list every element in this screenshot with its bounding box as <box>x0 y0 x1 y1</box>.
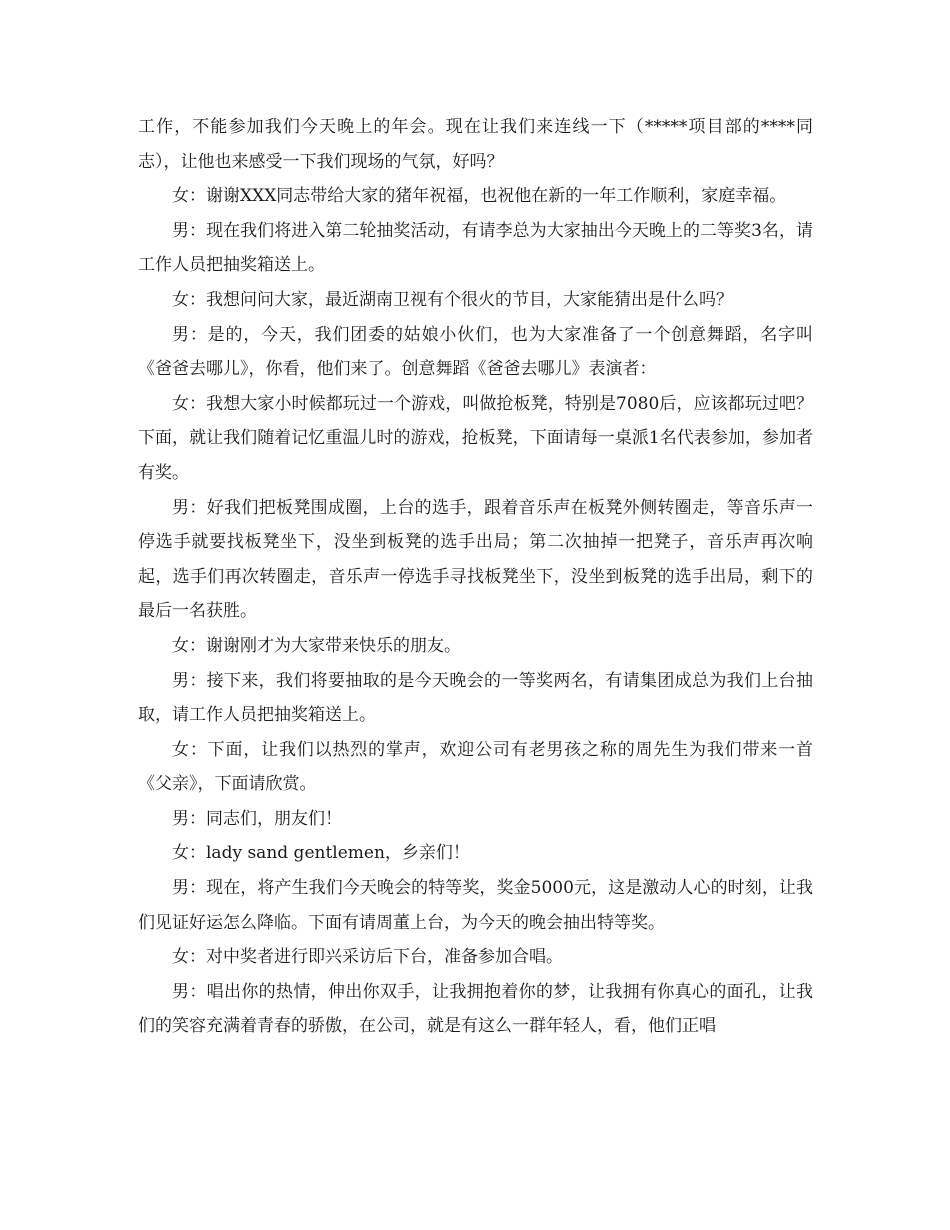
paragraph: 男：接下来，我们将要抽取的是今天晚会的一等奖两名，有请集团成总为我们上台抽取，请工作人员把抽奖箱送上。 <box>138 670 813 726</box>
document-page <box>138 110 813 1044</box>
paragraph: 女：我想问问大家，最近湖南卫视有个很火的节目，大家能猜出是什么吗？ <box>172 289 733 310</box>
paragraph: 男：好我们把板凳围成圈，上台的选手，跟着音乐声在板凳外侧转圈走，等音乐声一停选手就要找板凳坐下，没坐到板凳的选手出局；第二次抽掉一把凳子，音乐声再次响起，选手们再次转圈走，音乐声一停选手寻找板凳坐下，没坐到板凳的选手出局，剩下的最后一名获胜。 <box>138 497 813 622</box>
paragraph: 女：谢谢刚才为大家带来快乐的朋友。 <box>172 635 461 656</box>
paragraph: 女：对中奖者进行即兴采访后下台，准备参加合唱。 <box>172 947 563 968</box>
paragraph: 女：下面，让我们以热烈的掌声，欢迎公司有老男孩之称的周先生为我们带来一首《父亲》，下面请欣赏。 <box>138 739 813 795</box>
paragraph: 男：是的，今天，我们团委的姑娘小伙们，也为大家准备了一个创意舞蹈，名字叫《爸爸去哪儿》，你看，他们来了。创意舞蹈《爸爸去哪儿》表演者： <box>138 324 813 380</box>
paragraph: 女：lady sand gentlemen，乡亲们！ <box>172 843 470 864</box>
paragraph: 男：同志们，朋友们！ <box>172 808 342 829</box>
paragraph: 男：唱出你的热情，伸出你双手，让我拥抱着你的梦，让我拥有你真心的面孔，让我们的笑容充满着青春的骄傲，在公司，就是有这么一群年轻人，看，他们正唱 <box>138 981 813 1037</box>
paragraph: 女：我想大家小时候都玩过一个游戏，叫做抢板凳，特别是7080后，应该都玩过吧？下面，就让我们随着记忆重温儿时的游戏，抢板凳，下面请每一桌派1名代表参加，参加者有奖。 <box>138 393 813 483</box>
paragraph: 男：现在，将产生我们今天晚会的特等奖，奖金5000元，这是激动人心的时刻，让我们见证好运怎么降临。下面有请周董上台，为今天的晚会抽出特等奖。 <box>138 878 813 933</box>
paragraph: 女：谢谢XXX同志带给大家的猪年祝福，也祝他在新的一年工作顺利，家庭幸福。 <box>172 186 787 207</box>
paragraph-continued: 工作，不能参加我们今天晚上的年会。现在让我们来连线一下（*****项目部的****同志），让他也来感受一下我们现场的气氛，好吗？ <box>138 117 813 172</box>
paragraph: 男：现在我们将进入第二轮抽奖活动，有请李总为大家抽出今天晚上的二等奖3名，请工作人员把抽奖箱送上。 <box>138 220 813 276</box>
